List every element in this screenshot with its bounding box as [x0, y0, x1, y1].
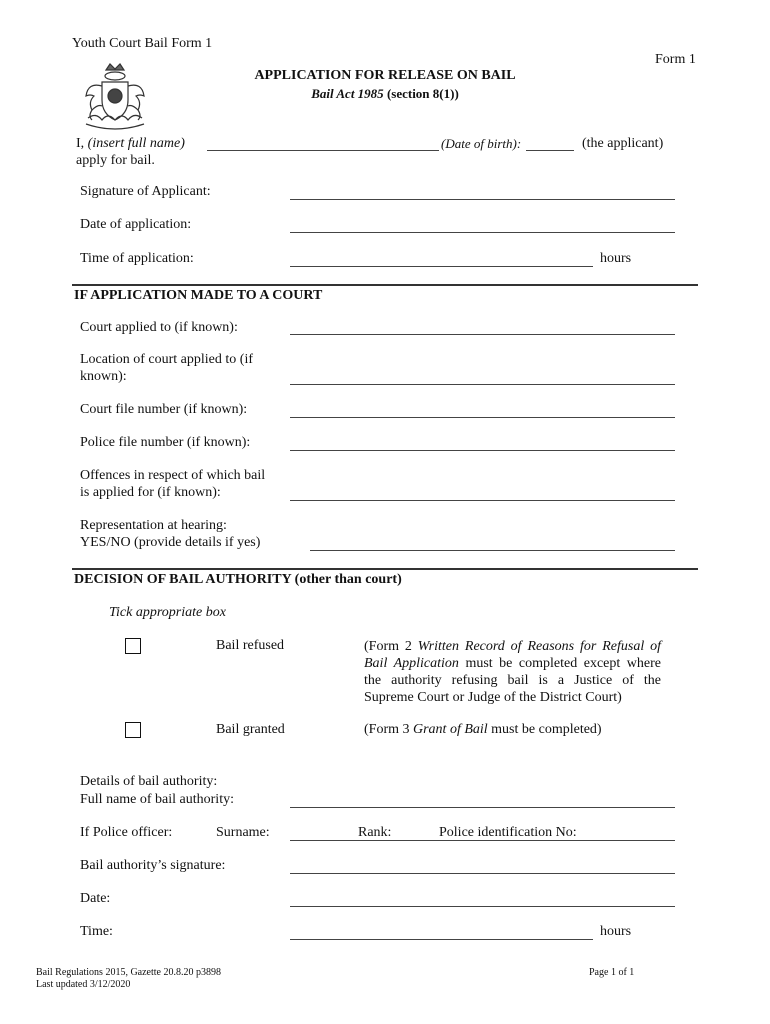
act-section: (section 8(1)) [386, 86, 459, 101]
bail-granted-checkbox[interactable] [125, 722, 141, 738]
bail-refused-note: (Form 2 Written Record of Reasons for Refusal of Bail Application must be completed except where the authority refusing bail is a Justice of the Supreme Court or Judge of the District Court) [364, 639, 662, 705]
tick-box-instruction: Tick appropriate box [109, 605, 226, 620]
decision-time-field[interactable] [290, 939, 593, 940]
apply-for-bail-text: apply for bail. [76, 153, 155, 168]
bail-authority-name-label: Full name of bail authority: [80, 792, 234, 807]
bail-authority-signature-field[interactable] [290, 873, 675, 874]
police-id-label: Police identification No: [439, 825, 577, 840]
form-number: Form 1 [655, 52, 696, 67]
surname-label: Surname: [216, 825, 270, 840]
police-file-field[interactable] [290, 450, 675, 451]
decision-time-label: Time: [80, 924, 113, 939]
court-file-field[interactable] [290, 417, 675, 418]
applicant-label: (the applicant) [582, 136, 664, 151]
act-name: Bail Act 1985 [311, 86, 384, 101]
applicant-intro: I, (insert full name) [76, 136, 185, 151]
time-application-hours: hours [600, 251, 632, 266]
bail-granted-note: (Form 3 Grant of Bail must be completed) [364, 722, 602, 737]
offences-field[interactable] [290, 500, 675, 501]
court-applied-field[interactable] [290, 334, 675, 335]
footer-updated: Last updated 3/12/2020 [36, 979, 131, 990]
bail-authority-signature-label: Bail authority’s signature: [80, 858, 226, 873]
time-application-label: Time of application: [80, 251, 194, 266]
decision-section-heading: DECISION OF BAIL AUTHORITY (other than court) [74, 572, 402, 587]
decision-date-field[interactable] [290, 906, 675, 907]
representation-label-2: YES/NO (provide details if yes) [80, 535, 261, 550]
bail-granted-label: Bail granted [216, 722, 285, 737]
police-officer-label: If Police officer: [80, 825, 173, 840]
court-location-label-1: Location of court applied to (if [80, 352, 253, 367]
footer-regulations: Bail Regulations 2015, Gazette 20.8.20 p3898 [36, 967, 221, 978]
court-applied-label: Court applied to (if known): [80, 320, 238, 335]
court-file-label: Court file number (if known): [80, 402, 248, 417]
signature-applicant-label: Signature of Applicant: [80, 184, 211, 199]
decision-time-hours: hours [600, 924, 632, 939]
decision-date-label: Date: [80, 891, 111, 906]
form-title: APPLICATION FOR RELEASE ON BAIL [254, 68, 516, 83]
offences-label-1: Offences in respect of which bail [80, 468, 266, 483]
signature-applicant-field[interactable] [290, 199, 675, 200]
date-application-label: Date of application: [80, 217, 192, 232]
form-subtitle [0, 86, 770, 102]
time-application-field[interactable] [290, 266, 593, 267]
footer-page-number: Page 1 of 1 [589, 967, 635, 978]
bail-authority-name-field[interactable] [290, 807, 675, 808]
applicant-name-field[interactable] [207, 150, 439, 151]
representation-field[interactable] [310, 550, 675, 551]
date-application-field[interactable] [290, 232, 675, 233]
insert-name-label: (insert full name) [87, 136, 185, 151]
dob-label: (Date of birth): [441, 136, 522, 151]
dob-field[interactable] [526, 150, 574, 151]
court-section-heading: IF APPLICATION MADE TO A COURT [74, 288, 323, 303]
police-file-label: Police file number (if known): [80, 435, 251, 450]
bail-refused-label: Bail refused [216, 638, 285, 653]
form-series-label: Youth Court Bail Form 1 [72, 36, 213, 51]
section-divider-decision [72, 568, 698, 570]
court-location-field[interactable] [290, 384, 675, 385]
court-location-label-2: known): [80, 369, 127, 384]
bail-refused-checkbox[interactable] [125, 638, 141, 654]
representation-label-1: Representation at hearing: [80, 518, 227, 533]
bail-authority-details-label: Details of bail authority: [80, 774, 218, 789]
rank-label: Rank: [358, 825, 392, 840]
offences-label-2: is applied for (if known): [80, 485, 221, 500]
section-divider-court [72, 284, 698, 286]
